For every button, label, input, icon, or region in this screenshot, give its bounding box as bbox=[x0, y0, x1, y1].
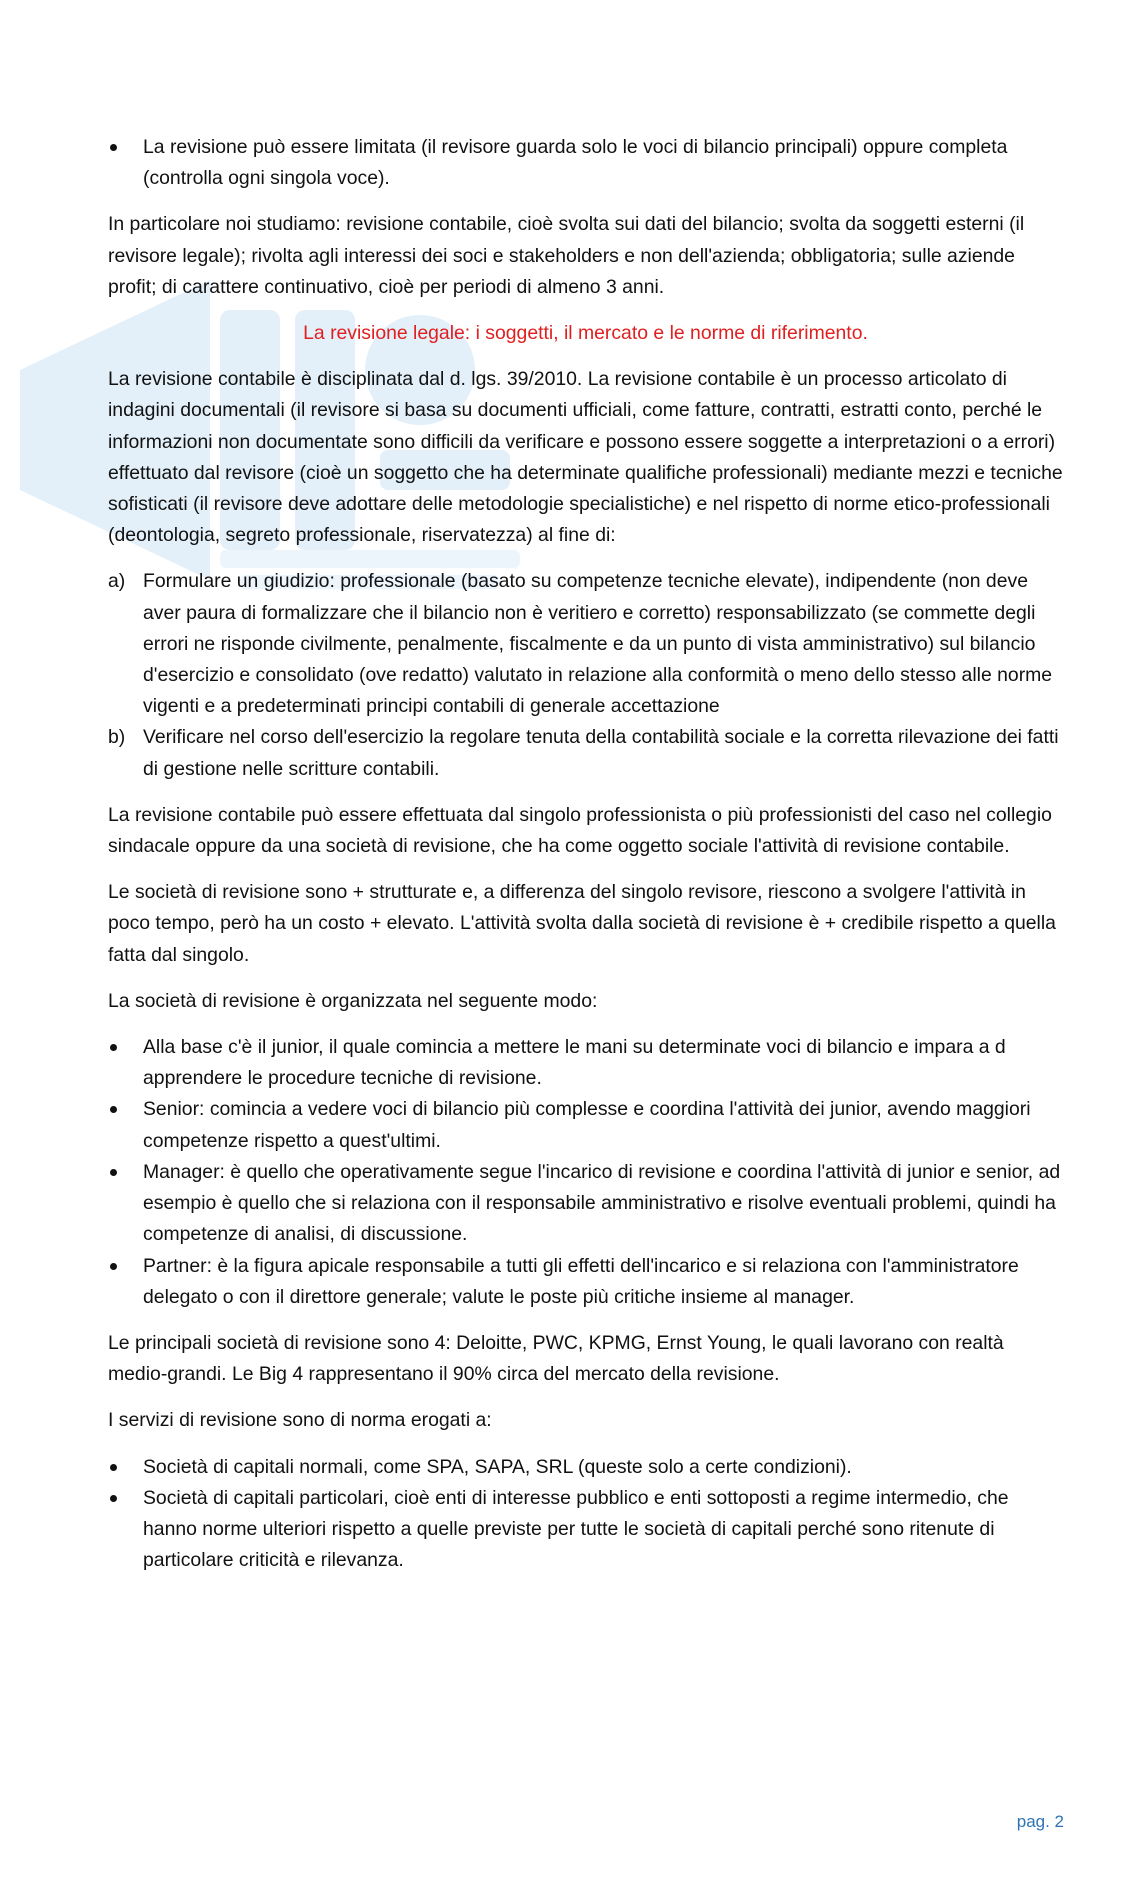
paragraph: I servizi di revisione sono di norma erogati a: bbox=[108, 1409, 492, 1432]
list-item: Società di capitali normali, come SPA, SAPA, SRL (queste solo a certe condizioni). bbox=[108, 1452, 1063, 1483]
list-item: Società di capitali particolari, cioè enti di interesse pubblico e enti sottoposti a regime intermedio, che hanno norme ulteriori rispetto a quelle previste per tutte le società di capitali perché sono ritenute di particolare criticità e rilevanza. bbox=[108, 1483, 1063, 1577]
paragraph: La revisione contabile può essere effettuata dal singolo professionista o più professionisti del caso nel collegio sindacale oppure da una società di revisione, che ha come oggetto sociale l'attività di revisione contabile. bbox=[108, 803, 1052, 858]
roles-list bbox=[108, 1032, 1063, 1313]
list-marker: b) bbox=[108, 726, 126, 749]
section-heading: La revisione legale: i soggetti, il mercato e le norme di riferimento. bbox=[303, 322, 868, 345]
intro-list bbox=[108, 132, 1063, 194]
paragraph: La società di revisione è organizzata nel seguente modo: bbox=[108, 989, 598, 1012]
list-item: Alla base c'è il junior, il quale comincia a mettere le mani su determinate voci di bilancio e impara a d apprendere le procedure tecniche di revisione. bbox=[108, 1032, 1063, 1094]
list-marker: a) bbox=[108, 570, 126, 593]
list-item: Partner: è la figura apicale responsabile a tutti gli effetti dell'incarico e si relaziona con l'amministratore delegato o con il direttore generale; valute le poste più critiche insieme al manager. bbox=[108, 1251, 1063, 1313]
paragraph: Le principali società di revisione sono 4: Deloitte, PWC, KPMG, Ernst Young, le quali lavorano con realtà medio-grandi. Le Big 4 rappresentano il 90% circa del mercato della revisione. bbox=[108, 1331, 1004, 1386]
paragraph: Le società di revisione sono + strutturate e, a differenza del singolo revisore, riescono a svolgere l'attività in poco tempo, però ha un costo + elevato. L'attività svolta dalla società di revisione è + credibile rispetto a quella fatta dal singolo. bbox=[108, 881, 1056, 966]
paragraph: La revisione contabile è disciplinata dal d. lgs. 39/2010. La revisione contabile è un processo articolato di indagini documentali (il revisore si basa su documenti ufficiali, come fatture, contratti, estratti conto, perché le informazioni non documentate sono difficili da verificare e possono essere soggette a interpretazioni o a errori) effettuato dal revisore (cioè un soggetto che ha determinate qualifiche professionali) mediante mezzi e tecniche sofisticati (il revisore deve adottare delle metodologie specialistiche) e nel rispetto di norme etico-professionali (deontologia, segreto professionale, riservatezza) al fine di: bbox=[108, 368, 1063, 547]
document-page bbox=[108, 132, 1063, 1591]
list-item bbox=[108, 566, 1063, 722]
list-item: La revisione può essere limitata (il revisore guarda solo le voci di bilancio principali) oppure completa (controlla ogni singola voce). bbox=[108, 132, 1063, 194]
recipients-list bbox=[108, 1452, 1063, 1577]
paragraph: In particolare noi studiamo: revisione contabile, cioè svolta sui dati del bilancio; svolta da soggetti esterni (il revisore legale); rivolta agli interessi dei soci e stakeholders e non dell'azienda; obbligatoria; sulle aziende profit; di carattere continuativo, cioè per periodi di almeno 3 anni. bbox=[108, 213, 1025, 298]
lettered-list bbox=[108, 566, 1063, 784]
list-item-text: Formulare un giudizio: professionale (basato su competenze tecniche elevate), indipendente (non deve aver paura di formalizzare che il bilancio non è veritiero e corretto) responsabilizzato (se commette degli errori ne risponde civilmente, penalmente, fiscalmente e da un punto di vista amministrativo) sul bilancio d'esercizio e consolidato (ove redatto) valutato in relazione alla conformità o meno dello stesso alle norme vigenti e a predeterminati principi contabili di generale accettazione bbox=[143, 570, 1053, 718]
list-item-text: Verificare nel corso dell'esercizio la regolare tenuta della contabilità sociale e la corretta rilevazione dei fatti di gestione nelle scritture contabili. bbox=[143, 726, 1059, 780]
page-number: pag. 2 bbox=[1016, 1812, 1064, 1831]
list-item bbox=[108, 722, 1063, 784]
list-item: Senior: comincia a vedere voci di bilancio più complesse e coordina l'attività dei junior, avendo maggiori competenze rispetto a quest'ultimi. bbox=[108, 1094, 1063, 1156]
list-item: Manager: è quello che operativamente segue l'incarico di revisione e coordina l'attività di junior e senior, ad esempio è quello che si relaziona con il responsabile amministrativo e risolve eventuali problemi, quindi ha competenze di analisi, di discussione. bbox=[108, 1157, 1063, 1251]
